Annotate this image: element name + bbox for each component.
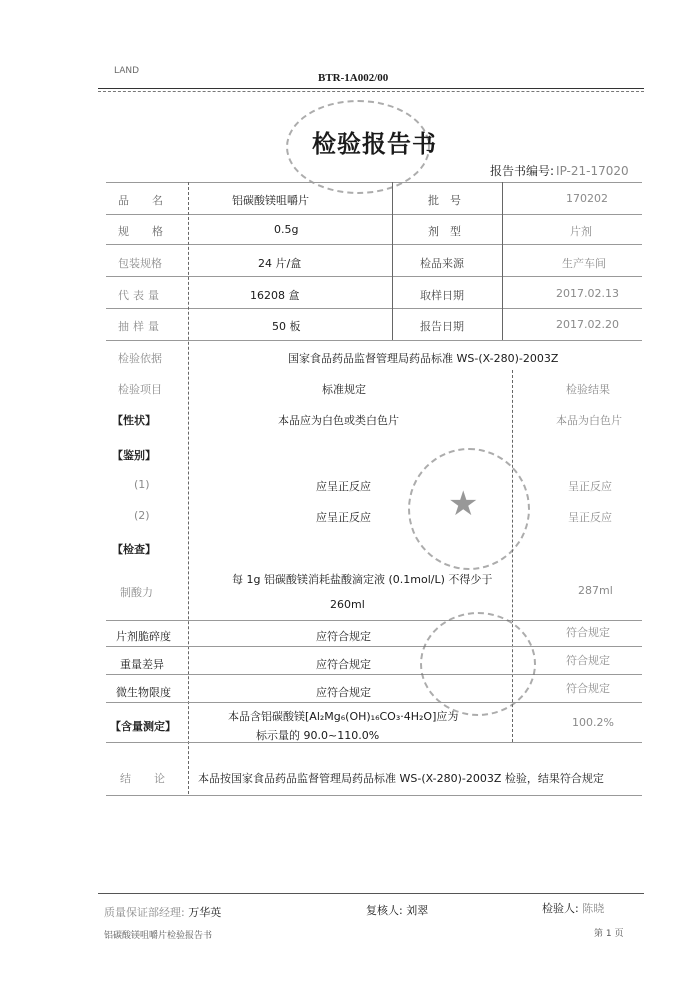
footer-divider xyxy=(98,893,644,894)
qa-manager xyxy=(104,904,221,920)
ident-1-label: (1) xyxy=(134,478,150,491)
value-batch-no: 170202 xyxy=(566,192,608,205)
value-test-basis: 国家食品药品监督管理局药品标准 WS-(X-280)-2003Z xyxy=(288,352,559,365)
column-divider-mid xyxy=(392,182,393,340)
column-divider-mid2 xyxy=(502,182,503,340)
character-standard: 本品应为白色或类白色片 xyxy=(278,414,399,427)
ident-2-result: 呈正反应 xyxy=(568,511,612,524)
value-sample-amount: 50 板 xyxy=(272,320,301,333)
report-number-label: 报告书编号: xyxy=(490,164,555,178)
weight-variation-label: 重量差异 xyxy=(120,658,164,671)
section-assay: 【含量测定】 xyxy=(110,720,176,733)
label-sampling-date: 取样日期 xyxy=(420,289,464,302)
inspector-label: 检验人: xyxy=(542,902,579,915)
assay-result: 100.2% xyxy=(572,716,614,729)
conclusion-value: 本品按国家食品药品监督管理局药品标准 WS-(X-280)-2003Z 检验，结果符合规定 xyxy=(198,772,604,785)
microbial-limit-result: 符合规定 xyxy=(566,682,610,695)
row-divider xyxy=(106,308,642,309)
header-divider xyxy=(98,88,644,89)
label-batch-no: 批 号 xyxy=(428,194,461,207)
friability-result: 符合规定 xyxy=(566,626,610,639)
document-code: BTR-1A002/00 xyxy=(318,72,389,84)
label-quantity: 代表量 xyxy=(118,289,163,302)
value-sample-source: 生产车间 xyxy=(562,257,606,270)
qa-manager-name: 万华英 xyxy=(188,906,222,919)
reviewer-name: 刘翠 xyxy=(406,904,429,917)
section-identification: 【鉴别】 xyxy=(112,449,156,462)
ident-1-standard: 应呈正反应 xyxy=(316,480,371,493)
row-divider xyxy=(106,702,642,703)
ident-1-result: 呈正反应 xyxy=(568,480,612,493)
ident-2-standard: 应呈正反应 xyxy=(316,511,371,524)
value-spec: 0.5g xyxy=(274,223,299,236)
row-divider xyxy=(106,620,642,621)
friability-standard: 应符合规定 xyxy=(316,630,371,643)
page-title: 检验报告书 xyxy=(312,130,437,158)
company-logo: LAND xyxy=(114,66,140,76)
ident-2-label: (2) xyxy=(134,509,150,522)
value-package-spec: 24 片/盒 xyxy=(258,257,302,270)
footer-page-number: 第 1 页 xyxy=(594,929,624,939)
inspector-name: 陈晓 xyxy=(582,902,605,915)
row-divider xyxy=(106,674,642,675)
table-bottom-border xyxy=(106,795,642,796)
label-dosage-form: 剂 型 xyxy=(428,225,461,238)
value-report-date: 2017.02.20 xyxy=(556,318,619,331)
reviewer xyxy=(366,902,428,918)
label-package-spec: 包装规格 xyxy=(118,257,162,270)
row-divider xyxy=(106,276,642,277)
row-divider xyxy=(106,214,642,215)
acid-capacity-label: 制酸力 xyxy=(120,586,153,599)
acid-capacity-standard-2: 260ml xyxy=(330,598,365,611)
report-number xyxy=(490,162,629,179)
label-test-basis: 检验依据 xyxy=(118,352,162,365)
footer-document-name: 铝碳酸镁咀嚼片检验报告书 xyxy=(104,931,213,941)
label-spec: 规 格 xyxy=(118,225,169,238)
row-divider xyxy=(106,244,642,245)
row-divider xyxy=(106,340,642,341)
table-top-border xyxy=(106,182,642,183)
label-report-date: 报告日期 xyxy=(420,320,464,333)
report-number-value: IP-21-17020 xyxy=(556,164,629,178)
value-dosage-form: 片剂 xyxy=(570,225,592,238)
section-character: 【性状】 xyxy=(112,414,156,427)
value-sampling-date: 2017.02.13 xyxy=(556,287,619,300)
assay-standard-2: 标示量的 90.0~110.0% xyxy=(256,729,380,742)
friability-label: 片剂脆碎度 xyxy=(116,630,171,643)
value-product-name: 铝碳酸镁咀嚼片 xyxy=(232,194,309,207)
header-test-item: 检验项目 xyxy=(118,383,162,396)
seal-star-icon: ★ xyxy=(448,484,479,524)
row-divider xyxy=(106,742,642,743)
weight-variation-result: 符合规定 xyxy=(566,654,610,667)
label-product-name: 品 名 xyxy=(118,194,169,207)
acid-capacity-standard-1: 每 1g 铝碳酸镁消耗盐酸滴定液 (0.1mol/L) 不得少于 xyxy=(232,573,493,586)
assay-standard-1: 本品含铝碳酸镁[Al₂Mg₆(OH)₁₆CO₃·4H₂O]应为 xyxy=(228,710,459,723)
microbial-limit-label: 微生物限度 xyxy=(116,686,171,699)
qa-manager-label: 质量保证部经理: xyxy=(104,906,185,919)
weight-variation-standard: 应符合规定 xyxy=(316,658,371,671)
value-quantity: 16208 盒 xyxy=(250,289,300,302)
microbial-limit-standard: 应符合规定 xyxy=(316,686,371,699)
character-result: 本品为白色片 xyxy=(556,414,622,427)
conclusion-label: 结 论 xyxy=(120,772,171,785)
label-sample-source: 检品来源 xyxy=(420,257,464,270)
header-standard: 标准规定 xyxy=(322,383,366,396)
approval-seal xyxy=(420,612,536,716)
reviewer-label: 复核人: xyxy=(366,904,403,917)
label-sample-amount: 抽样量 xyxy=(118,320,163,333)
inspector xyxy=(542,900,604,916)
row-divider xyxy=(106,646,642,647)
header-divider-dashed xyxy=(98,91,644,92)
acid-capacity-result: 287ml xyxy=(578,584,613,597)
section-tests: 【检查】 xyxy=(112,543,156,556)
header-result: 检验结果 xyxy=(566,383,610,396)
